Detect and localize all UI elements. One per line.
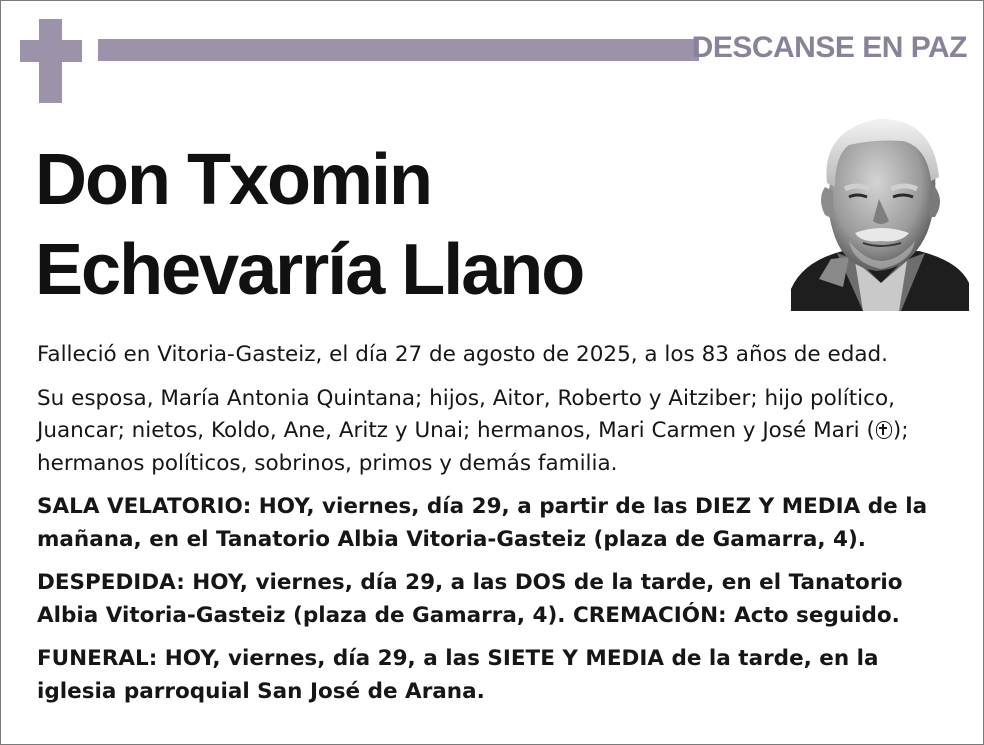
family-list xyxy=(37,383,957,481)
passing-statement: Falleció en Vitoria-Gasteiz, el día 27 de agosto de 2025, a los 83 años de edad. xyxy=(37,342,889,367)
deceased-photo xyxy=(791,111,969,311)
circled-cross-icon xyxy=(876,421,892,439)
family-list-text: Su esposa, María Antonia Quintana; hijos, Aitor, Roberto y Aitziber; hijo político, Juancar; nietos, Koldo, Ane, Aritz y Unai; hermanos, Mari Carmen y José Mari ( xyxy=(37,385,895,443)
funeral-details: FUNERAL: HOY, viernes, día 29, a las SIETE Y MEDIA de la tarde, en la iglesia parroquial San José de Arana. xyxy=(37,646,879,704)
latin-cross-icon xyxy=(20,19,82,103)
announcement-body xyxy=(37,339,957,719)
farewell-details: DESPEDIDA: HOY, viernes, día 29, a las DOS de la tarde, en el Tanatorio Albia Vitoria-Gasteiz (plaza de Gamarra, 4). CREMACIÓN: Acto seguido. xyxy=(37,570,903,628)
header-label: DESCANSE EN PAZ xyxy=(691,31,967,64)
deceased-name xyxy=(35,135,583,315)
family-list-text-end: ); hermanos políticos, sobrinos, primos y demás familia. xyxy=(37,418,909,476)
header-rule xyxy=(98,39,699,61)
wake-details: SALA VELATORIO: HOY, viernes, día 29, a partir de las DIEZ Y MEDIA de la mañana, en el Tanatorio Albia Vitoria-Gasteiz (plaza de Gamarra, 4). xyxy=(37,494,928,552)
deceased-name-line2: Echevarría Llano xyxy=(35,230,584,310)
deceased-name-line1: Don Txomin xyxy=(35,140,431,220)
